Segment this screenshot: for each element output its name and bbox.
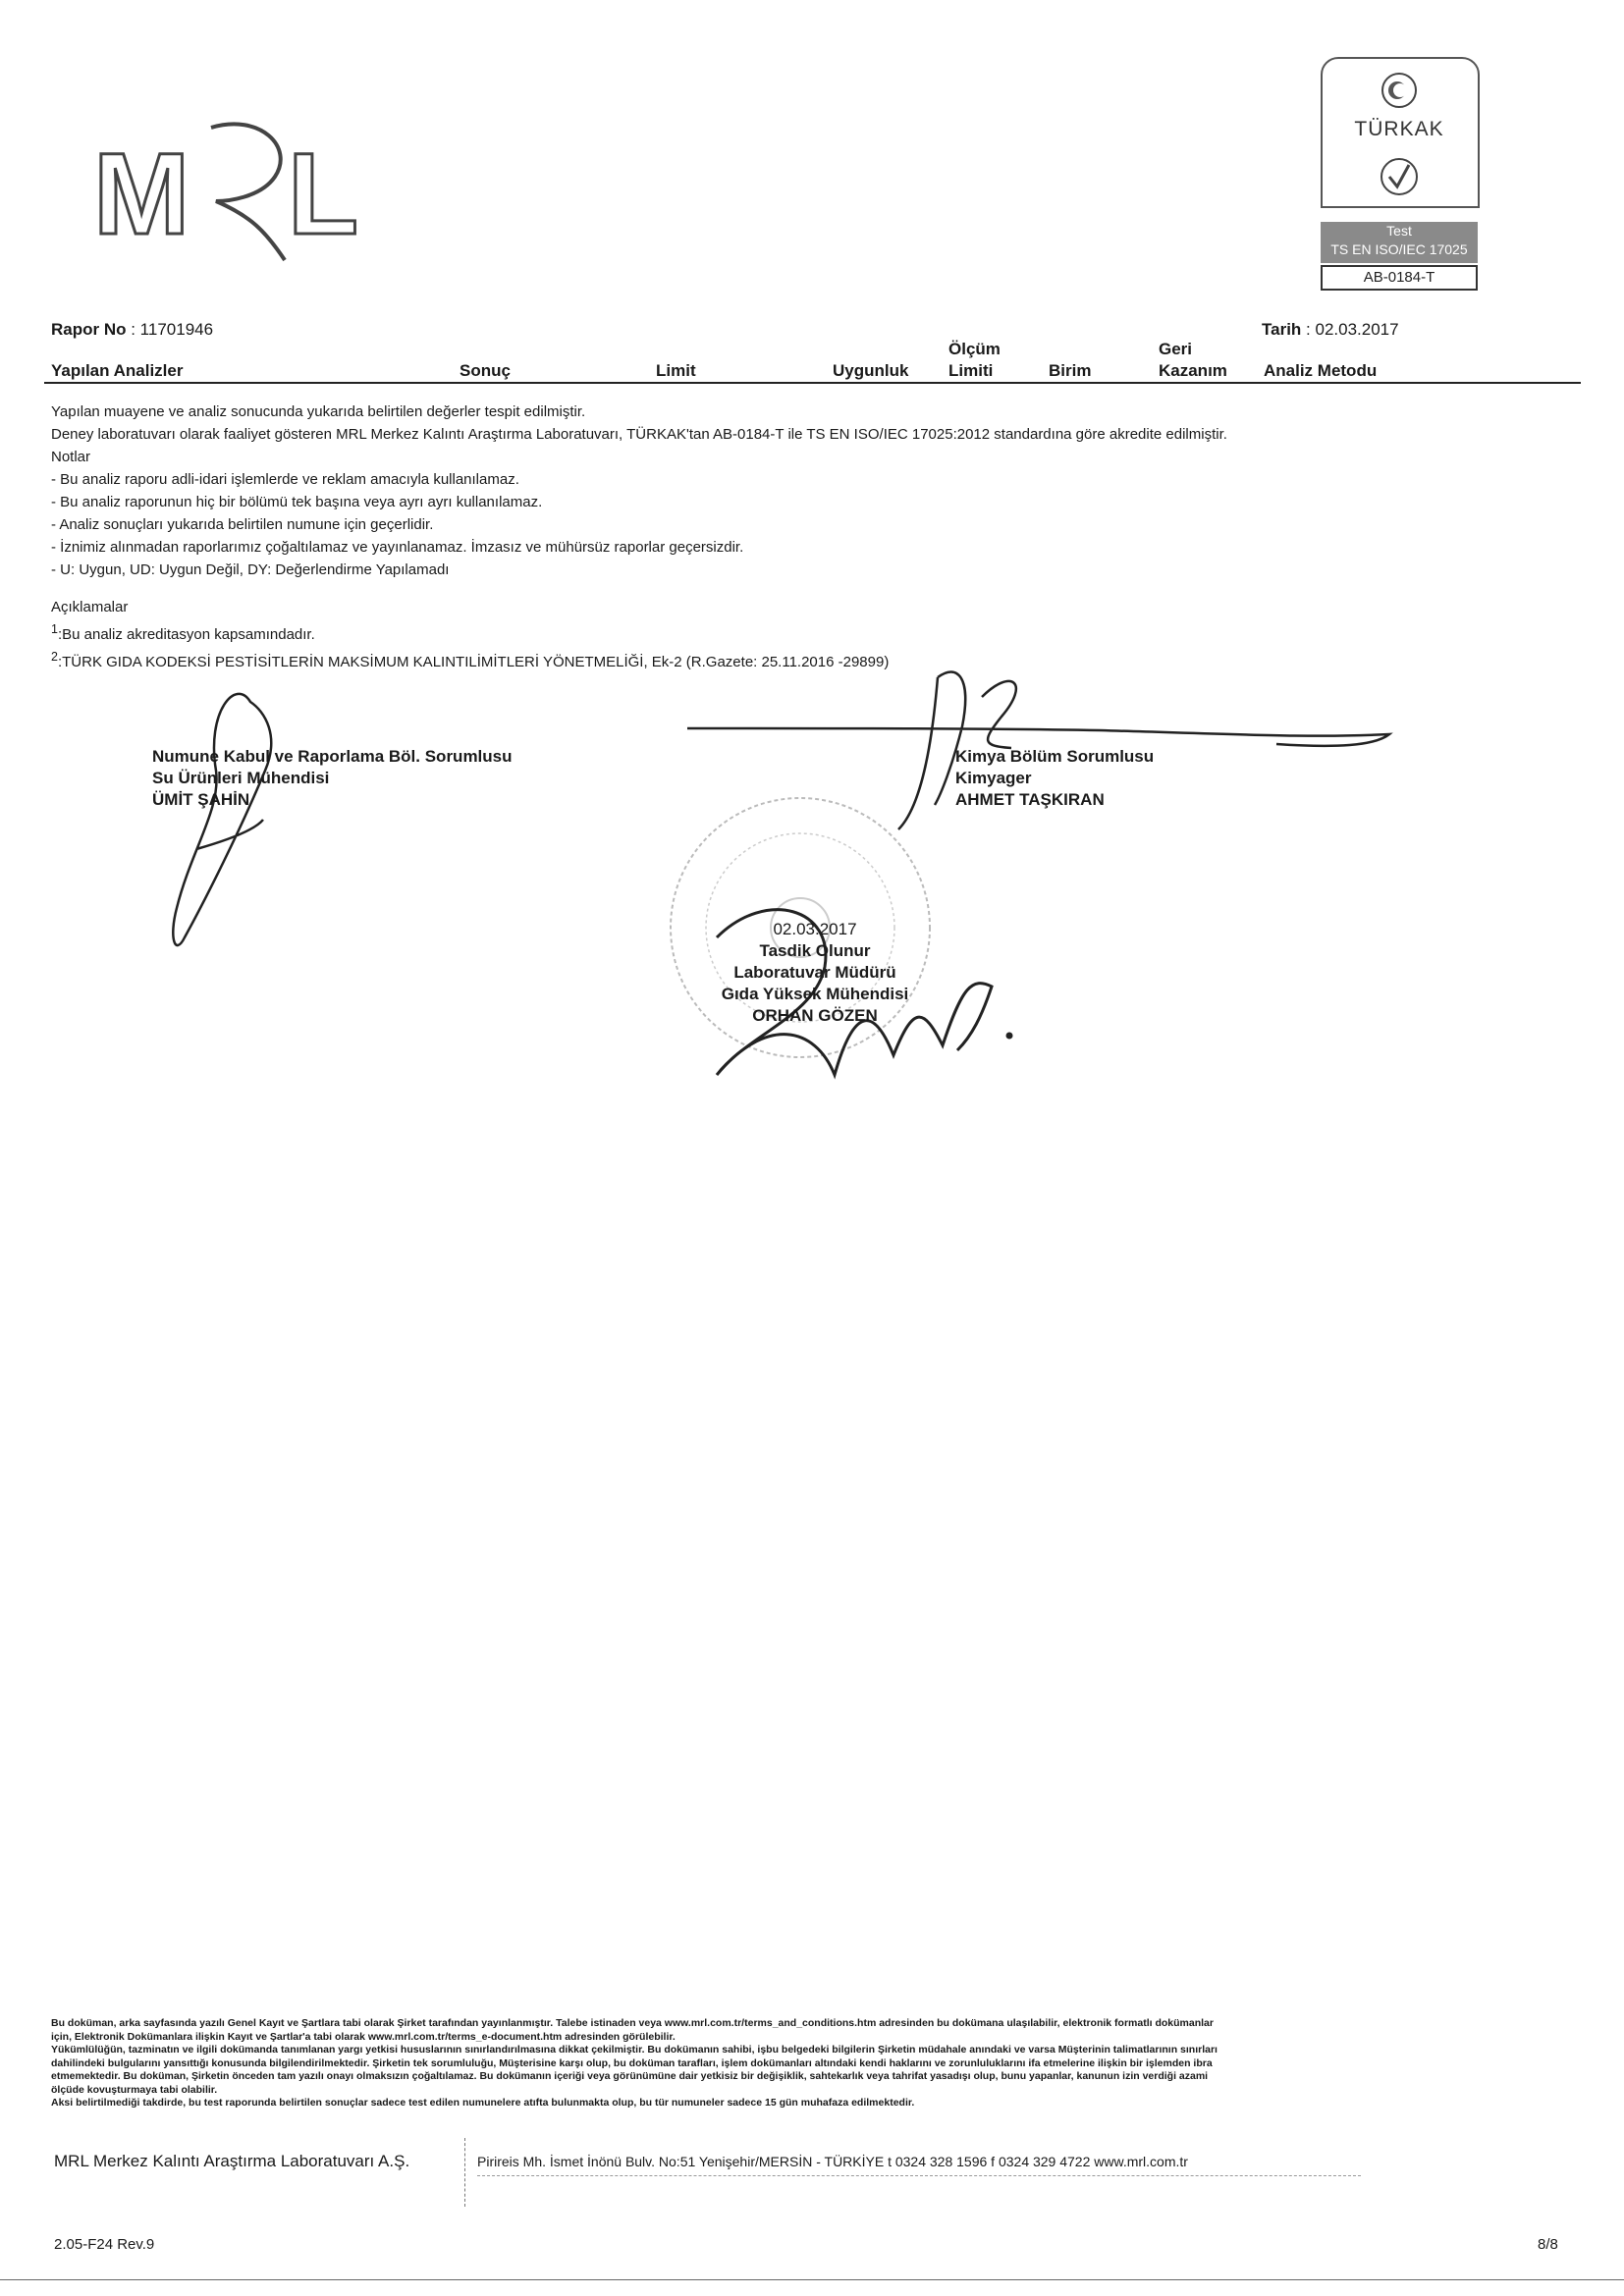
- legal-line: dahilindeki bulgularını yansıttığı konusunda bilgilendirilmektedir. Şirketin tek sorumluluğu, Müşterisine karşı olup, bu doküman tarafları, işlem dokümanları altındaki kendi haklarını ve zorunluluklarını ifa etmelerine ilişkin bir işlemden ibra: [51, 2056, 1213, 2069]
- explanations-title: Açıklamalar: [51, 599, 129, 615]
- turkak-band: [1321, 222, 1478, 263]
- crescent-star-icon: [1380, 71, 1419, 110]
- footer-legal: [51, 2017, 1583, 2110]
- col-compliance: Uygunluk: [833, 361, 909, 380]
- company-name: MRL Merkez Kalıntı Araştırma Laboratuvarı A.Ş.: [54, 2152, 410, 2170]
- col-result: Sonuç: [460, 361, 511, 380]
- svg-text:M: M: [93, 130, 189, 259]
- signatory-right: [955, 746, 1154, 811]
- footer-divider: [464, 2138, 466, 2207]
- signatory-left: [152, 746, 513, 811]
- body-line: Deney laboratuvarı olarak faaliyet gösteren MRL Merkez Kalıntı Araştırma Laboratuvarı, TÜRKAK'tan AB-0184-T ile TS EN ISO/IEC 17025:2012 standardına göre akredite edilmiştir.: [51, 426, 1227, 443]
- header-rule: [44, 382, 1581, 384]
- page-number: 8/8: [1538, 2236, 1558, 2253]
- signatory-right-name: AHMET TAŞKIRAN: [955, 790, 1105, 809]
- note-item: - Bu analiz raporunun hiç bir bölümü tek başına veya ayrı ayrı kullanılamaz.: [51, 494, 543, 510]
- form-code: 2.05-F24 Rev.9: [54, 2236, 155, 2253]
- col-measure-limit: Limiti: [948, 361, 994, 380]
- turkak-band-top: Test: [1386, 223, 1412, 239]
- checkmark-icon: [1378, 155, 1421, 198]
- note-item: - Analiz sonuçları yukarıda belirtilen numune için geçerlidir.: [51, 516, 434, 533]
- legal-line: Aksi belirtilmediği takdirde, bu test raporunda belirtilen sonuçlar sadece test edilen numunelere atıfta bulunmakta olup, bu tür numuneler sadece 15 gün muhafaza edilmektedir.: [51, 2097, 915, 2109]
- signatory-center: [697, 919, 933, 1027]
- signatory-center-role: Laboratuvar Müdürü: [733, 963, 896, 982]
- legal-line: ölçüde kovuşturmaya tabi olabilir.: [51, 2083, 218, 2096]
- col-unit: Birim: [1049, 361, 1092, 380]
- mrl-logo: [93, 108, 358, 265]
- approval-date: 02.03.2017: [773, 920, 857, 938]
- explanation-text: :TÜRK GIDA KODEKSİ PESTİSİTLERİN MAKSİMUM KALINTILİMİTLERİ YÖNETMELİĞİ, Ek-2 (R.Gazete: 25.11.2016 -29899): [57, 654, 890, 670]
- accreditation-code: AB-0184-T: [1321, 265, 1478, 291]
- page-bottom-rule: [0, 2279, 1624, 2280]
- col-measure-top: Ölçüm: [948, 340, 1001, 358]
- signatory-center-title: Gıda Yüksek Mühendisi: [721, 985, 909, 1003]
- date-label: Tarih: [1262, 320, 1302, 339]
- turkak-name: TÜRKAK: [1354, 118, 1444, 140]
- turkak-band-bottom: TS EN ISO/IEC 17025: [1330, 241, 1468, 257]
- signatory-center-name: ORHAN GÖZEN: [752, 1006, 878, 1025]
- col-limit: Limit: [656, 361, 696, 380]
- notes-title: Notlar: [51, 449, 91, 465]
- col-method: Analiz Metodu: [1264, 361, 1378, 380]
- note-item: - Bu analiz raporu adli-idari işlemlerde ve reklam amacıyla kullanılamaz.: [51, 471, 519, 488]
- note-item: - U: Uygun, UD: Uygun Değil, DY: Değerlendirme Yapılamadı: [51, 561, 450, 578]
- legal-line: için, Elektronik Dokümanlara ilişkin Kayıt ve Şartlar'a tabi olarak www.mrl.com.tr/terms_e-document.htm adresinden görülebilir.: [51, 2030, 676, 2043]
- legal-line: etmemektedir. Bu doküman, Şirketin önceden tam yazılı onayı olmaksızın çoğaltılamaz. Bu dokümanın içeriği veya görünümüne dair yetkisiz bir değişiklik, sahtekarlık veya tahrifat yasadışı olup, bunu yapanlar, kanunun izin verdiği azami: [51, 2070, 1209, 2082]
- report-body: [51, 400, 1583, 581]
- explanation-text: :Bu analiz akreditasyon kapsamındadır.: [57, 626, 315, 643]
- note-item: - İznimiz alınmadan raporlarımız çoğaltılamaz ve yayınlanamaz. İmzasız ve mühürsüz raporlar geçersizdir.: [51, 539, 744, 556]
- signatory-left-role: Numune Kabul ve Raporlama Böl. Sorumlusu: [152, 747, 513, 766]
- signatory-left-name: ÜMİT ŞAHİN: [152, 790, 250, 809]
- date-value: : 02.03.2017: [1306, 320, 1399, 339]
- legal-line: Bu doküman, arka sayfasında yazılı Genel Kayıt ve Şartlara tabi olarak Şirket tarafından yayınlanmıştır. Talebe istinaden veya www.mrl.com.tr/terms_and_conditions.htm adresinden bu dokümana ulaşılabilir, elektronik formatlı dokümanlar: [51, 2017, 1214, 2029]
- report-no-label: Rapor No: [51, 320, 127, 339]
- report-no-value: : 11701946: [131, 320, 214, 339]
- turkak-accreditation-mark: [1321, 57, 1478, 291]
- address-rule: [477, 2175, 1361, 2176]
- svg-text:L: L: [288, 130, 358, 259]
- footnote-marker: 2: [51, 650, 58, 664]
- explanation-item: [51, 618, 1583, 646]
- legal-line: Yükümlülüğün, tazminatın ve ilgili dokümanda tanımlanan yargı yetkisi hususlarının sınırlandırılmasına dikkat çekilmiştir. Bu dokümanın sahibi, işbu belgedeki bilgilerin Şirketin müdahale anındaki ve varsa Müşterinin talimatlarının sınırları: [51, 2044, 1218, 2056]
- signatory-left-title: Su Ürünleri Mühendisi: [152, 769, 330, 787]
- col-recovery-top: Geri: [1159, 340, 1193, 358]
- col-analyses: Yapılan Analizler: [51, 361, 184, 380]
- report-number: [51, 320, 213, 340]
- col-recovery: Kazanım: [1159, 361, 1227, 380]
- body-line: Yapılan muayene ve analiz sonucunda yukarıda belirtilen değerler tespit edilmiştir.: [51, 403, 586, 420]
- footnote-marker: 1: [51, 622, 58, 636]
- signatory-right-role: Kimya Bölüm Sorumlusu: [955, 747, 1155, 766]
- signature-left: [147, 682, 295, 967]
- company-address: Pirireis Mh. İsmet İnönü Bulv. No:51 Yenişehir/MERSİN - TÜRKİYE t 0324 328 1596 f 0324 329 4722 www.mrl.com.tr: [477, 2154, 1188, 2169]
- signatory-right-title: Kimyager: [955, 769, 1032, 787]
- approval-text: Tasdik Olunur: [759, 941, 871, 960]
- report-date: [1262, 320, 1399, 340]
